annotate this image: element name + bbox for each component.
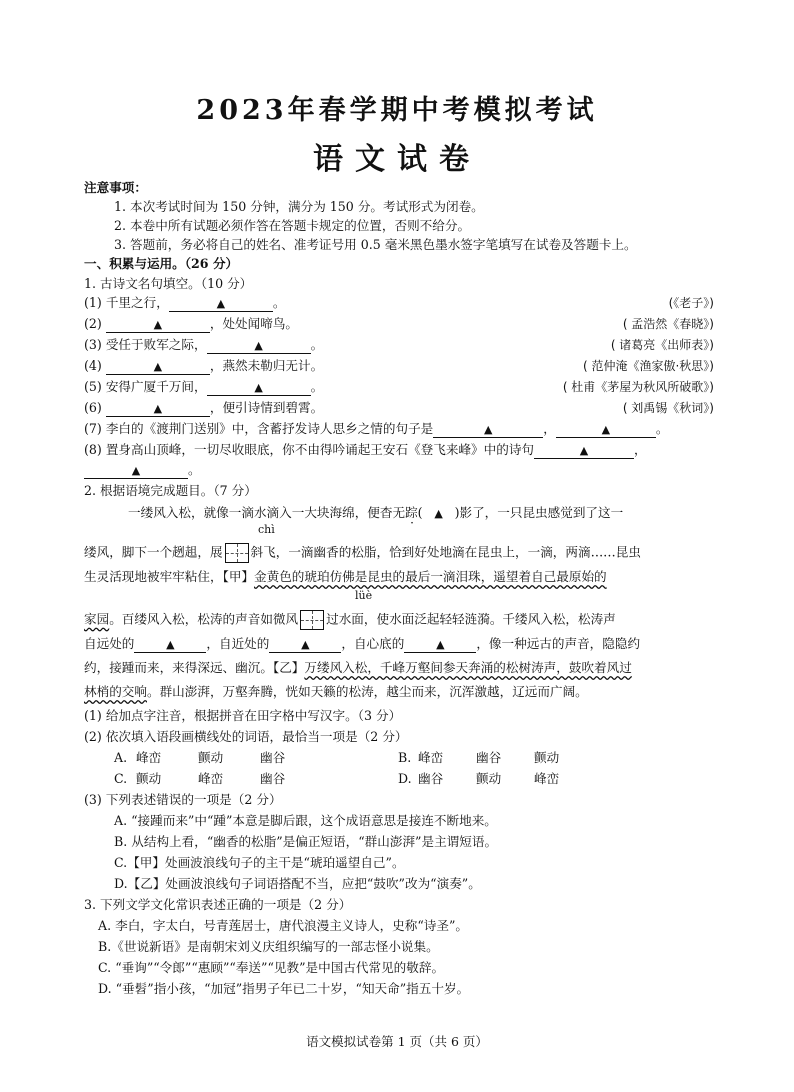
passage-text: )影了，一只昆虫感觉到了这一 [454, 505, 624, 520]
blank-marker-icon: ▲ [153, 360, 163, 373]
passage-line [84, 686, 588, 699]
poem-source: ( 杜甫《茅屋为秋风所破歌》) [562, 380, 714, 394]
punctuation: ， [543, 421, 556, 436]
choice-option[interactable]: B.《世说新语》是南朝宋刘义庆组织编写的一部志怪小说集。 [98, 939, 439, 954]
answer-blank[interactable] [106, 318, 210, 333]
option-word: 幽谷 [476, 750, 502, 765]
wavy-underlined-sentence: 万缕风入松，千峰万壑间参天奔涌的松树涛声，鼓吹着风过 [304, 660, 632, 675]
choice-option[interactable]: B. 从结构上看，“幽香的松脂”是偏正短语，“群山澎湃”是主谓短语。 [114, 834, 498, 849]
option-label: B. [398, 750, 412, 765]
passage-text: 缕风，脚下一个趔趄，展 [84, 544, 223, 560]
blank-marker-icon: ▲ [153, 402, 163, 415]
option-word: 峰峦 [534, 771, 560, 786]
blank-marker-icon: ▲ [153, 318, 163, 331]
answer-blank[interactable] [207, 381, 311, 396]
choice-option[interactable] [398, 773, 559, 786]
blank-marker-icon: ▲ [166, 638, 175, 651]
blank-marker-icon: ▲ [434, 507, 443, 520]
notice-item: 1. 本次考试时间为 150 分钟，满分为 150 分。考试形式为闭卷。 [114, 199, 484, 214]
passage-text: ，自心底的 [341, 636, 405, 651]
question-stem: 1. 古诗文名句填空。（10 分） [84, 276, 253, 291]
question-stem: 2. 根据语境完成题目。（7 分） [84, 483, 257, 498]
poem-source: ( 诸葛亮《出师表》) [610, 338, 714, 352]
notice-item: 2. 本卷中所有试题必须作答在答题卡规定的位置，否则不给分。 [114, 218, 471, 233]
option-word: 颤动 [534, 750, 560, 765]
question-stem: 3. 下列文学文化常识表述正确的一项是（2 分） [84, 897, 352, 912]
line-text: ，燕然未勒归无计。 [209, 358, 324, 373]
blank-marker-icon: ▲ [254, 381, 263, 394]
punctuation: ， [634, 442, 647, 457]
option-word: 幽谷 [260, 750, 286, 765]
answer-blank[interactable] [134, 638, 206, 653]
option-word: 峰峦 [136, 750, 162, 765]
answer-blank[interactable] [433, 423, 543, 438]
blank-marker-icon: ▲ [484, 423, 493, 436]
blank-marker-icon: ▲ [254, 339, 263, 352]
line-text: ，处处闻啼鸟。 [209, 316, 298, 331]
wavy-underlined-sentence: 林梢的交响 [84, 684, 147, 699]
fill-line [84, 297, 285, 312]
blank-marker-icon: ▲ [216, 297, 226, 310]
sub-question: (2) 依次填入语段画横线处的词语，最恰当一项是（2 分） [84, 729, 408, 744]
option-label: D. [398, 771, 412, 786]
poem-source: ( 范仲淹《渔家傲·秋思》) [583, 359, 714, 373]
passage-line [84, 638, 640, 653]
fill-line [84, 464, 201, 479]
option-word: 颤动 [476, 771, 502, 786]
exam-subject-title: 语文试卷 [313, 142, 481, 177]
passage-text: ( [417, 505, 423, 520]
pinyin-hint: lüè [355, 589, 373, 602]
answer-blank[interactable] [207, 339, 311, 354]
answer-blank[interactable] [106, 402, 210, 417]
line-text: 。 [310, 337, 324, 352]
passage-text: 约，接踵而来，来得深远、幽沉。【乙】 [84, 660, 305, 675]
line-text: (7) 李白的《渡荆门送别》中，含蓄抒发诗人思乡之情的句子是 [84, 421, 434, 436]
passage-text: 斜飞，一滴幽香的松脂，恰到好处地滴在昆虫上，一滴，两滴……昆虫 [250, 544, 641, 560]
option-label: C. [114, 771, 128, 786]
dotted-character: 踪 [405, 505, 418, 520]
choice-option[interactable]: D. “垂髫”指小孩，“加冠”指男子年已二十岁，“知天命”指五十岁。 [98, 981, 470, 996]
punctuation: 。 [655, 421, 669, 436]
choice-option[interactable] [114, 773, 285, 786]
blank-marker-icon: ▲ [131, 464, 141, 477]
blank-marker-icon: ▲ [436, 638, 445, 651]
line-text: ，便引诗情到碧霄。 [209, 400, 324, 415]
fill-line [84, 339, 323, 354]
option-word: 峰峦 [418, 750, 444, 765]
answer-blank[interactable] [269, 638, 341, 653]
wavy-underlined-sentence: 金黄色的琥珀仿佛是昆虫的最后一滴泪珠，遥望着自己最原始的 [254, 569, 607, 584]
option-word: 幽谷 [260, 771, 286, 786]
answer-blank[interactable] [534, 444, 634, 459]
choice-option[interactable]: A. 李白，字太白，号青莲居士，唐代浪漫主义诗人，史称“诗圣”。 [98, 918, 469, 933]
option-word: 颤动 [198, 750, 224, 765]
line-text: 。 [310, 379, 324, 394]
poem-source: ( 刘禹锡《秋词》) [622, 401, 714, 415]
option-word: 幽谷 [418, 771, 444, 786]
choice-option[interactable]: A. “接踵而来”中“踵”本意是脚后跟，这个成语意思是接连不断地来。 [114, 813, 497, 828]
blank-marker-icon: ▲ [601, 423, 611, 436]
passage-text: 自远处的 [84, 636, 135, 651]
passage-text: ，像一种远古的声音，隐隐约 [476, 636, 641, 651]
passage-line [84, 610, 616, 630]
passage-text: ，自近处的 [206, 636, 270, 651]
line-text: (3) 受任于败军之际， [84, 337, 207, 352]
exam-title: 2023年春学期中考模拟考试 [196, 95, 598, 126]
answer-blank[interactable] [84, 464, 188, 479]
passage-line [128, 507, 623, 521]
section-heading: 一、积累与运用。（26 分） [84, 256, 239, 271]
choice-option[interactable] [114, 752, 285, 765]
sub-question: (3) 下列表述错误的一项是（2 分） [84, 792, 282, 807]
line-text: (5) 安得广厦千万间， [84, 379, 207, 394]
option-word: 颤动 [136, 771, 162, 786]
answer-blank[interactable] [404, 638, 476, 653]
line-text: (4) [84, 358, 106, 373]
fill-line [84, 402, 323, 417]
passage-line [84, 662, 632, 675]
line-text: 。 [272, 295, 286, 310]
fill-line [84, 381, 323, 396]
fill-line [84, 360, 323, 375]
blank-marker-icon: ▲ [579, 444, 589, 457]
option-label: A. [114, 750, 128, 765]
choice-option[interactable]: C.【甲】处画波浪线句子的主干是“琥珀遥望自己”。 [114, 855, 405, 870]
choice-option[interactable]: C. “垂询”“令郎”“惠顾”“奉送”“见教”是中国古代常见的敬辞。 [98, 960, 445, 975]
sub-question: (1) 给加点字注音，根据拼音在田字格中写汉字。（3 分） [84, 708, 402, 723]
page-footer: 语文模拟试卷第 1 页（共 6 页） [306, 1034, 488, 1049]
choice-option[interactable]: D.【乙】处画波浪线句子词语搭配不当，应把“鼓吹”改为“演奏”。 [114, 876, 481, 891]
fill-line [84, 423, 668, 438]
wavy-underlined-sentence: 家园 [84, 611, 110, 627]
option-word: 峰峦 [198, 771, 224, 786]
notice-heading: 注意事项： [84, 180, 147, 195]
fill-line [84, 318, 298, 333]
answer-blank[interactable] [169, 297, 273, 312]
line-text: (1) 千里之行， [84, 295, 169, 310]
punctuation: 。 [188, 462, 201, 477]
answer-blank[interactable] [556, 423, 656, 438]
line-text: (2) [84, 316, 106, 331]
blank-marker-icon: ▲ [301, 638, 310, 651]
answer-blank[interactable] [106, 360, 210, 375]
fill-line [84, 444, 647, 459]
passage-text: 一缕风入松，就像一滴水滴入一大块海绵，便杳无 [128, 505, 406, 520]
pinyin-hint: chì [258, 523, 275, 536]
line-text: (8) 置身高山顶峰，一切尽收眼底，你不由得吟诵起王安石《登飞来峰》中的诗句 [84, 442, 535, 457]
notice-item: 3. 答题前，务必将自己的姓名、准考证号用 0.5 毫米黑色墨水签字笔填写在试卷及答题卡上。 [114, 237, 637, 252]
passage-line [84, 571, 607, 584]
passage-text: 过水面，使水面泛起轻轻涟漪。千缕风入松，松涛声 [326, 611, 616, 627]
passage-text: 。群山澎湃，万壑奔腾，恍如天籁的松涛，越尘而来，沉浑激越，辽远而广阔。 [146, 684, 588, 699]
tianzige-grid[interactable] [300, 610, 324, 630]
passage-text: 。百缕风入松，松涛的声音如微风 [109, 611, 299, 627]
poem-source: ( 孟浩然《春晓》) [622, 317, 714, 331]
passage-line [84, 543, 641, 563]
poem-source: (《老子》) [668, 296, 714, 310]
passage-text: 生灵活现地被牢牢粘住，【甲】 [84, 569, 255, 584]
tianzige-grid[interactable] [225, 543, 249, 563]
pinyin-answer-blank[interactable] [423, 507, 455, 521]
line-text: (6) [84, 400, 106, 415]
choice-option[interactable] [398, 752, 559, 765]
